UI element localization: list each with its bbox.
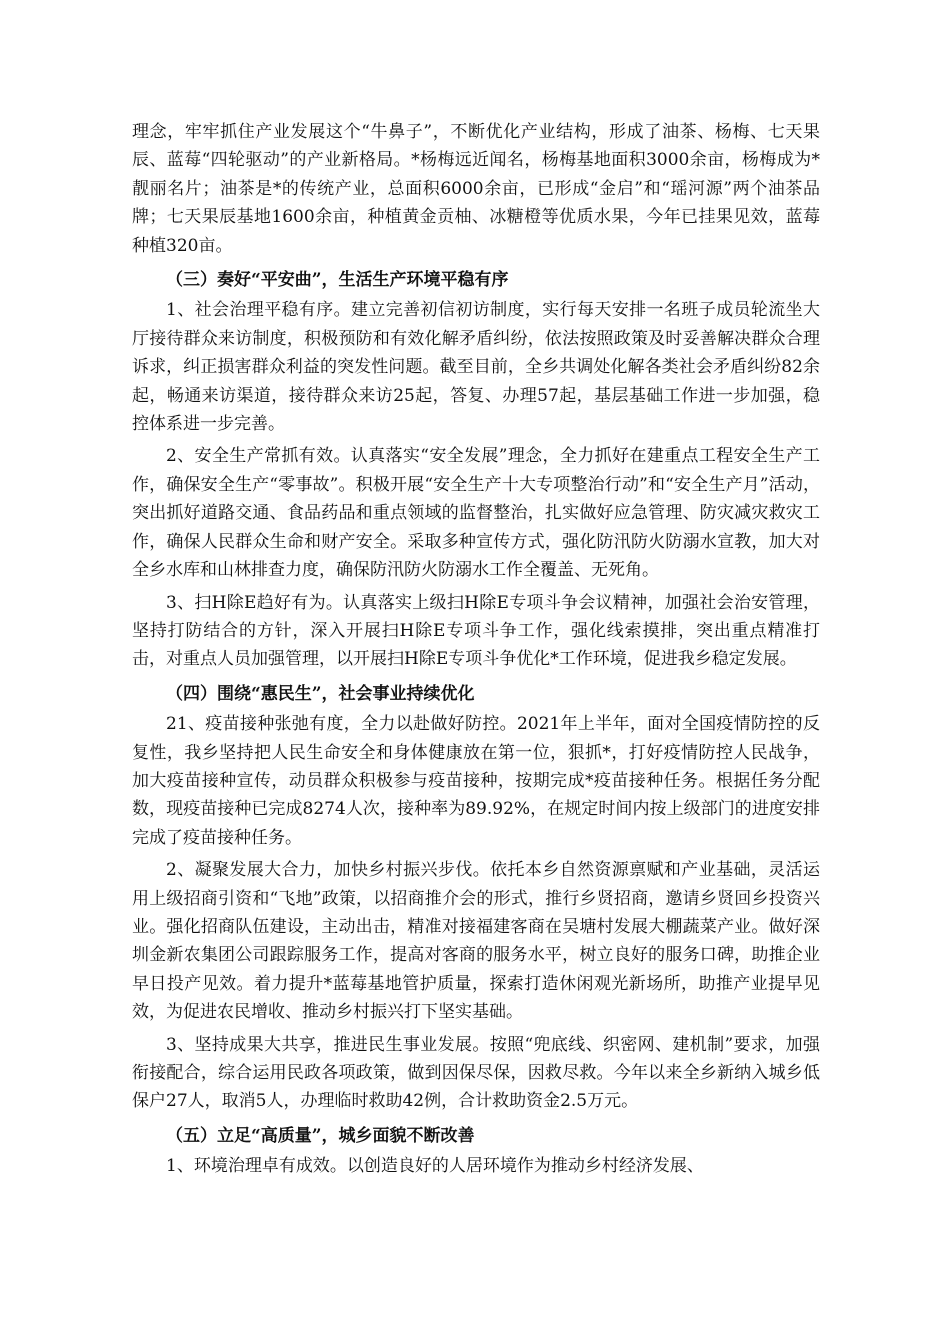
paragraph-anti-crime: 3、扫H除E趋好有为。认真落实上级扫H除E专项斗争会议精神，加强社会治安管理，坚持打防结合的方针，深入开展扫H除E专项斗争工作，强化线索摸排，突出重点精准打击，对重点人员加强管理，以开展扫H除E专项斗争优化*工作环境，促进我乡稳定发展。 [132,592,820,670]
paragraph-rural-revitalization: 2、凝聚发展大合力，加快乡村振兴步伐。依托本乡自然资源禀赋和产业基础，灵活运用上级招商引资和“飞地”政策，以招商推介会的形式，推行乡贤招商，邀请乡贤回乡投资兴业。强化招商队伍建设，主动出击，精准对接福建客商在吴塘村发展大棚蔬菜产业。做好深圳金新农集团公司跟踪服务工作，提高对客商的服务水平，树立良好的服务口碑，助推企业早日投产见效。着力提升*蓝莓基地管护质量，探索打造休闲观光新场所，助推产业提早见效，为促进农民增收、推动乡村振兴打下坚实基础。 [132,860,820,1023]
section-heading-5: （五）立足“高质量”，城乡面貌不断改善 [166,1125,475,1146]
spacer [132,1116,820,1120]
paragraph-social-governance: 1、社会治理平稳有序。建立完善初信初访制度，实行每天安排一名班子成员轮流坐大厅接待群众来访制度，积极预防和有效化解矛盾纠纷，依法按照政策及时妥善解决群众合理诉求，纠正损害群众利益的突发性问题。截至目前，全乡共调处化解各类社会矛盾纠纷82余起，畅通来访渠道，接待群众来访25起，答复、办理57起，基层基础工作进一步加强，稳控体系进一步完善。 [132,300,820,435]
paragraph-vaccination: 21、疫苗接种张弛有度，全力以赴做好防控。2021年上半年，面对全国疫情防控的反复性，我乡坚持把人民生命安全和身体健康放在第一位，狠抓*，打好疫情防控人民战争，加大疫苗接种宣传，动员群众积极参与疫苗接种，按期完成*疫苗接种任务。根据任务分配数，现疫苗接种已完成8274人次，接种率为89.92%，在规定时间内按上级部门的进度安排完成了疫苗接种任务。 [132,714,820,848]
section-heading-4: （四）围绕“惠民生”，社会事业持续优化 [166,683,475,704]
spacer [132,260,820,264]
paragraph-industry: 理念，牢牢抓住产业发展这个“牛鼻子”，不断优化产业结构，形成了油茶、杨梅、七天果辰、蓝莓“四轮驱动”的产业新格局。*杨梅远近闻名，杨梅基地面积3000余亩，杨梅成为*靓丽名片；油茶是*的传统产业，总面积6000余亩，已形成“金启”和“瑶河源”两个油茶品牌；七天果辰基地1600余亩，种植黄金贡柚、冰糖橙等优质水果，今年已挂果见效，蓝莓种植320亩。 [132,122,820,256]
paragraph-safety: 2、安全生产常抓有效。认真落实“安全发展”理念，全力抓好在建重点工程安全生产工作，确保安全生产“零事故”。积极开展“安全生产十大专项整治行动”和“安全生产月”活动，突出抓好道路交通、食品药品和重点领域的监督整治，扎实做好应急管理、防灾减灾救灾工作，确保人民群众生命和财产安全。采取多种宣传方式，强化防汛防火防溺水宣教，加大对全乡水库和山林排查力度，确保防汛防火防溺水工作全覆盖、无死角。 [132,446,820,581]
section-heading-3: （三）奏好“平安曲”，生活生产环境平稳有序 [166,270,509,291]
document-page [132,118,820,1181]
spacer [132,674,820,678]
paragraph-livelihood: 3、坚持成果大共享，推进民生事业发展。按照“兜底线、织密网、建机制”要求，加强衔接配合，综合运用民政各项政策，做到因保尽保，因救尽救。今年以来全乡新纳入城乡低保户27人，取消5人，办理临时救助42例，合计救助资金2.5万元。 [132,1034,820,1112]
paragraph-environment: 1、环境治理卓有成效。以创造良好的人居环境作为推动乡村经济发展、 [166,1156,704,1177]
